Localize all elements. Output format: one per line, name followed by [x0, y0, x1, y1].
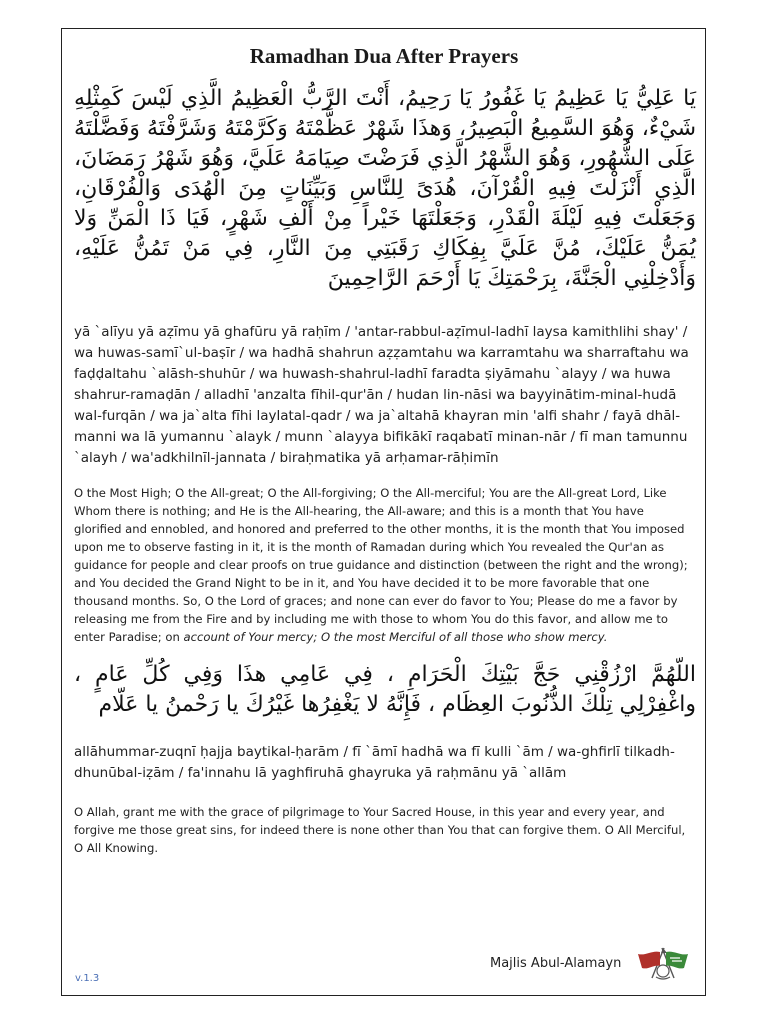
- hajj-dua-transliteration: allāhummar-zuqnī ḥajja baytikal-ḥarām / fī `āmī hadhā wa fī kulli `ām / wa-ghfirlī tilkadh-dhunūbal-iẓām / fa'innahu lā yaghfiruhā ghayruka yā raḥmānu yā `allām: [74, 744, 675, 781]
- dua-arabic-text: يَا عَلِيُّ يَا عَظِيمُ يَا غَفُورُ يَا رَحِيمُ، أَنْتَ الرَّبُّ الْعَظِيمُ الَّذِي لَيْسَ كَمِثْلِهِ شَيْءٌ، وَهُوَ السَّمِيعُ الْبَصِيرُ، وَهذَا شَهْرٌ عَظَّمْتَهُ وَكَرَّمْتَهُ وَشَرَّفْتَهُ وَفَضَّلْتَهُ عَلَى الشُّهُورِ، وَهُوَ الشَّهْرُ الَّذِي فَرَضْتَ صِيَامَهُ عَلَيَّ، وَهُوَ شَهْرُ رَمَضَانَ، الَّذِي أَنْزَلْتَ فِيهِ الْقُرْآنَ، هُدَىً لِلنَّاسِ وَبَيِّنَاتٍ مِنَ الْهُدَى وَالْفُرْقَانِ، وَجَعَلْتَ فِيهِ لَيْلَةَ الْقَدْرِ، وَجَعَلْتَهَا خَيْراً مِنْ أَلْفِ شَهْرٍ، فَيَا ذَا الْمَنِّ وَلا يُمَنُّ عَلَيْكَ، مُنَّ عَلَيَّ بِفِكَاكِ رَقَبَتِي مِنَ النَّارِ، فِي مَنْ تَمُنُّ عَلَيْهِ، وَأَدْخِلْنِي الْجَنَّةَ، بِرَحْمَتِكَ يَا أَرْحَمَ الرَّاحِمِينَ: [74, 86, 696, 291]
- hajj-dua-arabic-text: اللّهُمَّ ارْزُقْنِي حَجَّ بَيْتِكَ الْحَرَامِ ، فِي عَامِي هذَا وَفِي كُلِّ عَامٍ ، واغْفِرْلِي تِلْكَ الذُّنُوبَ العِظَام ، فَإِنَّهُ لا يَغْفِرُها غَيْرُكَ يا رَحْمنُ يا عَلّام: [74, 662, 696, 717]
- dua-translation-text: O the Most High; O the All-great; O the All-forgiving; O the All-merciful; You are the All-great Lord, Like Whom there is nothing; and He is the All-hearing, the All-aware; and this is a month that You have glorified and ennobled, and honored and preferred to the other months, it is the month that You imposed upon me to observe fasting in it, it is the month of Ramadan during which You revealed the Qur'an as guidance for people and clear proofs on true guidance and distinction (between the right and the wrong); and You decided the Grand Night to be in it, and You have decided it to be more favorable that one thousand months. So, O the Lord of graces; and none can ever do favor to You; Please do me a favor by releasing me from the Fire and by including me with those to whom You do this favor, and allow me to enter Paradise; on: [74, 486, 688, 644]
- version-label: v.1.3: [75, 973, 100, 984]
- page-title: Ramadhan Dua After Prayers: [249, 44, 519, 68]
- hajj-dua-translation: O Allah, grant me with the grace of pilgrimage to Your Sacred House, in this year and every year, and forgive me those great sins, for indeed there is none other than You that can forgive them. O All Merciful, O All Knowing.: [74, 805, 686, 855]
- dua-transliteration: yā `alīyu yā aẓīmu yā ghafūru yā raḥīm / 'antar-rabbul-aẓīmul-ladhī laysa kamithlihi shay' / wa huwas-samī`ul-baṣīr / wa hadhā shahrun aẓẓamtahu wa karramtahu wa sharraftahu wa faḍḍaltahu `alāsh-shuhūr / wa huwash-shahrul-ladhī faradta ṣiyāmahu `alayy / wa huwa shahrur-ramaḍān / alladhī 'anzalta fīhil-qur'ān / hudan lin-nāsi wa bayyinātim-minal-hudā wal-furqān / wa ja`alta fīhi laylatal-qadr / wa ja`altahā khayran min 'alfi shahr / fayā dhāl-manni wa lā yumannu `alayk / munn `alayya bifikākī raqabatī minan-nār / fī man tamunnu `alayh / wa'adkhilnīl-jannata / biraḥmatika yā arḥamar-rāḥimīn: [74, 324, 689, 466]
- dua-translation: [74, 484, 694, 646]
- organization-name: Majlis Abul-Alamayn: [490, 956, 622, 971]
- flags-emblem-icon: [634, 944, 692, 980]
- dua-translation-italic: account of Your mercy; O the most Merciful of all those who show mercy.: [183, 630, 608, 644]
